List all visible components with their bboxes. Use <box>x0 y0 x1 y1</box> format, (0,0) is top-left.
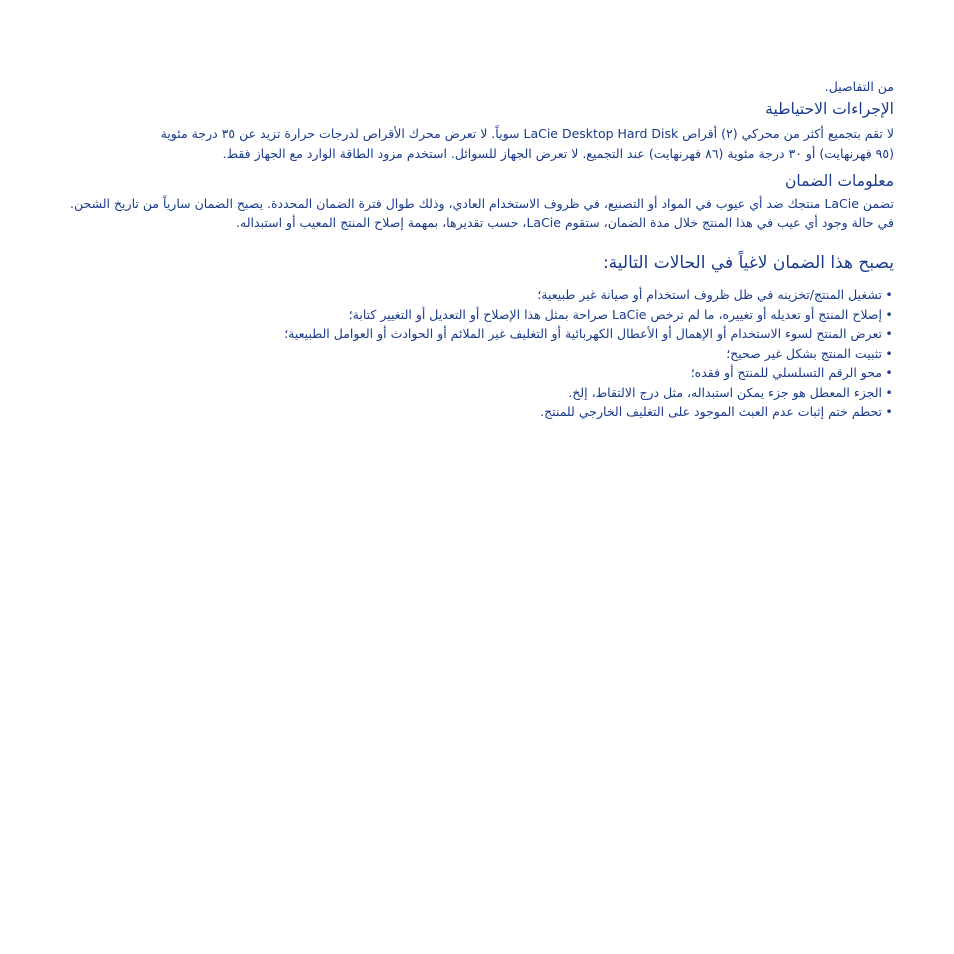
list-item: •إصلاح المنتج أو تعديله أو تغييره، ما لم ترخص LaCie صراحة بمثل هذا الإصلاح أو التعديل أو التغيير كتابة؛ <box>284 305 894 325</box>
list-item: •الجزء المعطل هو جزء يمكن استبداله، مثل درج الالتقاط، إلخ. <box>284 383 894 403</box>
precautions-text-line-2: (٩٥ فهرنهايت) أو ٣٠ درجة مئوية (٨٦ فهرنهايت) عند التجميع. لا تعرض الجهاز للسوائل. استخدم مزود الطاقة الوارد مع الجهاز فقط. <box>222 146 894 161</box>
bullet-icon: • <box>885 306 893 322</box>
bullet-icon: • <box>885 345 893 361</box>
list-item: •محو الرقم التسلسلي للمنتج أو فقده؛ <box>284 363 894 383</box>
precautions-heading: الإجراءات الاحتياطية <box>765 100 894 118</box>
list-item: •تعرض المنتج لسوء الاستخدام أو الإهمال أو الأعطال الكهربائية أو التغليف غير الملائم أو الحوادث أو العوامل الطبيعية؛ <box>284 324 894 344</box>
bullet-icon: • <box>885 384 893 400</box>
bullet-icon: • <box>885 404 893 419</box>
warranty-text-line-1: تضمن LaCie منتجك ضد أي عيوب في المواد أو التصنيع، في ظروف الاستخدام العادي، وذلك طوال فترة الضمان المحددة. يصبح الضمان سارياً من تاريخ الشحن. <box>70 196 894 211</box>
bullet-icon: • <box>885 326 893 341</box>
precautions-text-line-1: لا تقم بتجميع أكثر من محركي (٢) أقراص LaCie Desktop Hard Disk سوياً. لا تعرض محرك الأقراص لدرجات حرارة تزيد عن ٣٥ درجة مئوية <box>160 126 894 141</box>
bullet-icon: • <box>885 287 893 302</box>
intro-line: من التفاصيل. <box>824 79 894 94</box>
void-conditions-heading: يصبح هذا الضمان لاغياً في الحالات التالية: <box>602 253 894 273</box>
warranty-heading: معلومات الضمان <box>785 172 894 190</box>
warranty-text-line-2: في حالة وجود أي عيب في هذا المنتج خلال مدة الضمان، ستقوم LaCie، حسب تقديرها، بمهمة إصلاح المنتج المعيب أو استبداله. <box>236 215 894 230</box>
bullet-icon: • <box>885 365 893 380</box>
list-item: •تحطم ختم إثبات عدم العبث الموجود على التغليف الخارجي للمنتج. <box>284 402 894 422</box>
void-conditions-list <box>284 285 894 422</box>
list-item: •تشغيل المنتج/تخزينه في ظل ظروف استخدام أو صيانة غير طبيعية؛ <box>284 285 894 305</box>
list-item: •تثبيت المنتج بشكل غير صحيح؛ <box>284 344 894 364</box>
